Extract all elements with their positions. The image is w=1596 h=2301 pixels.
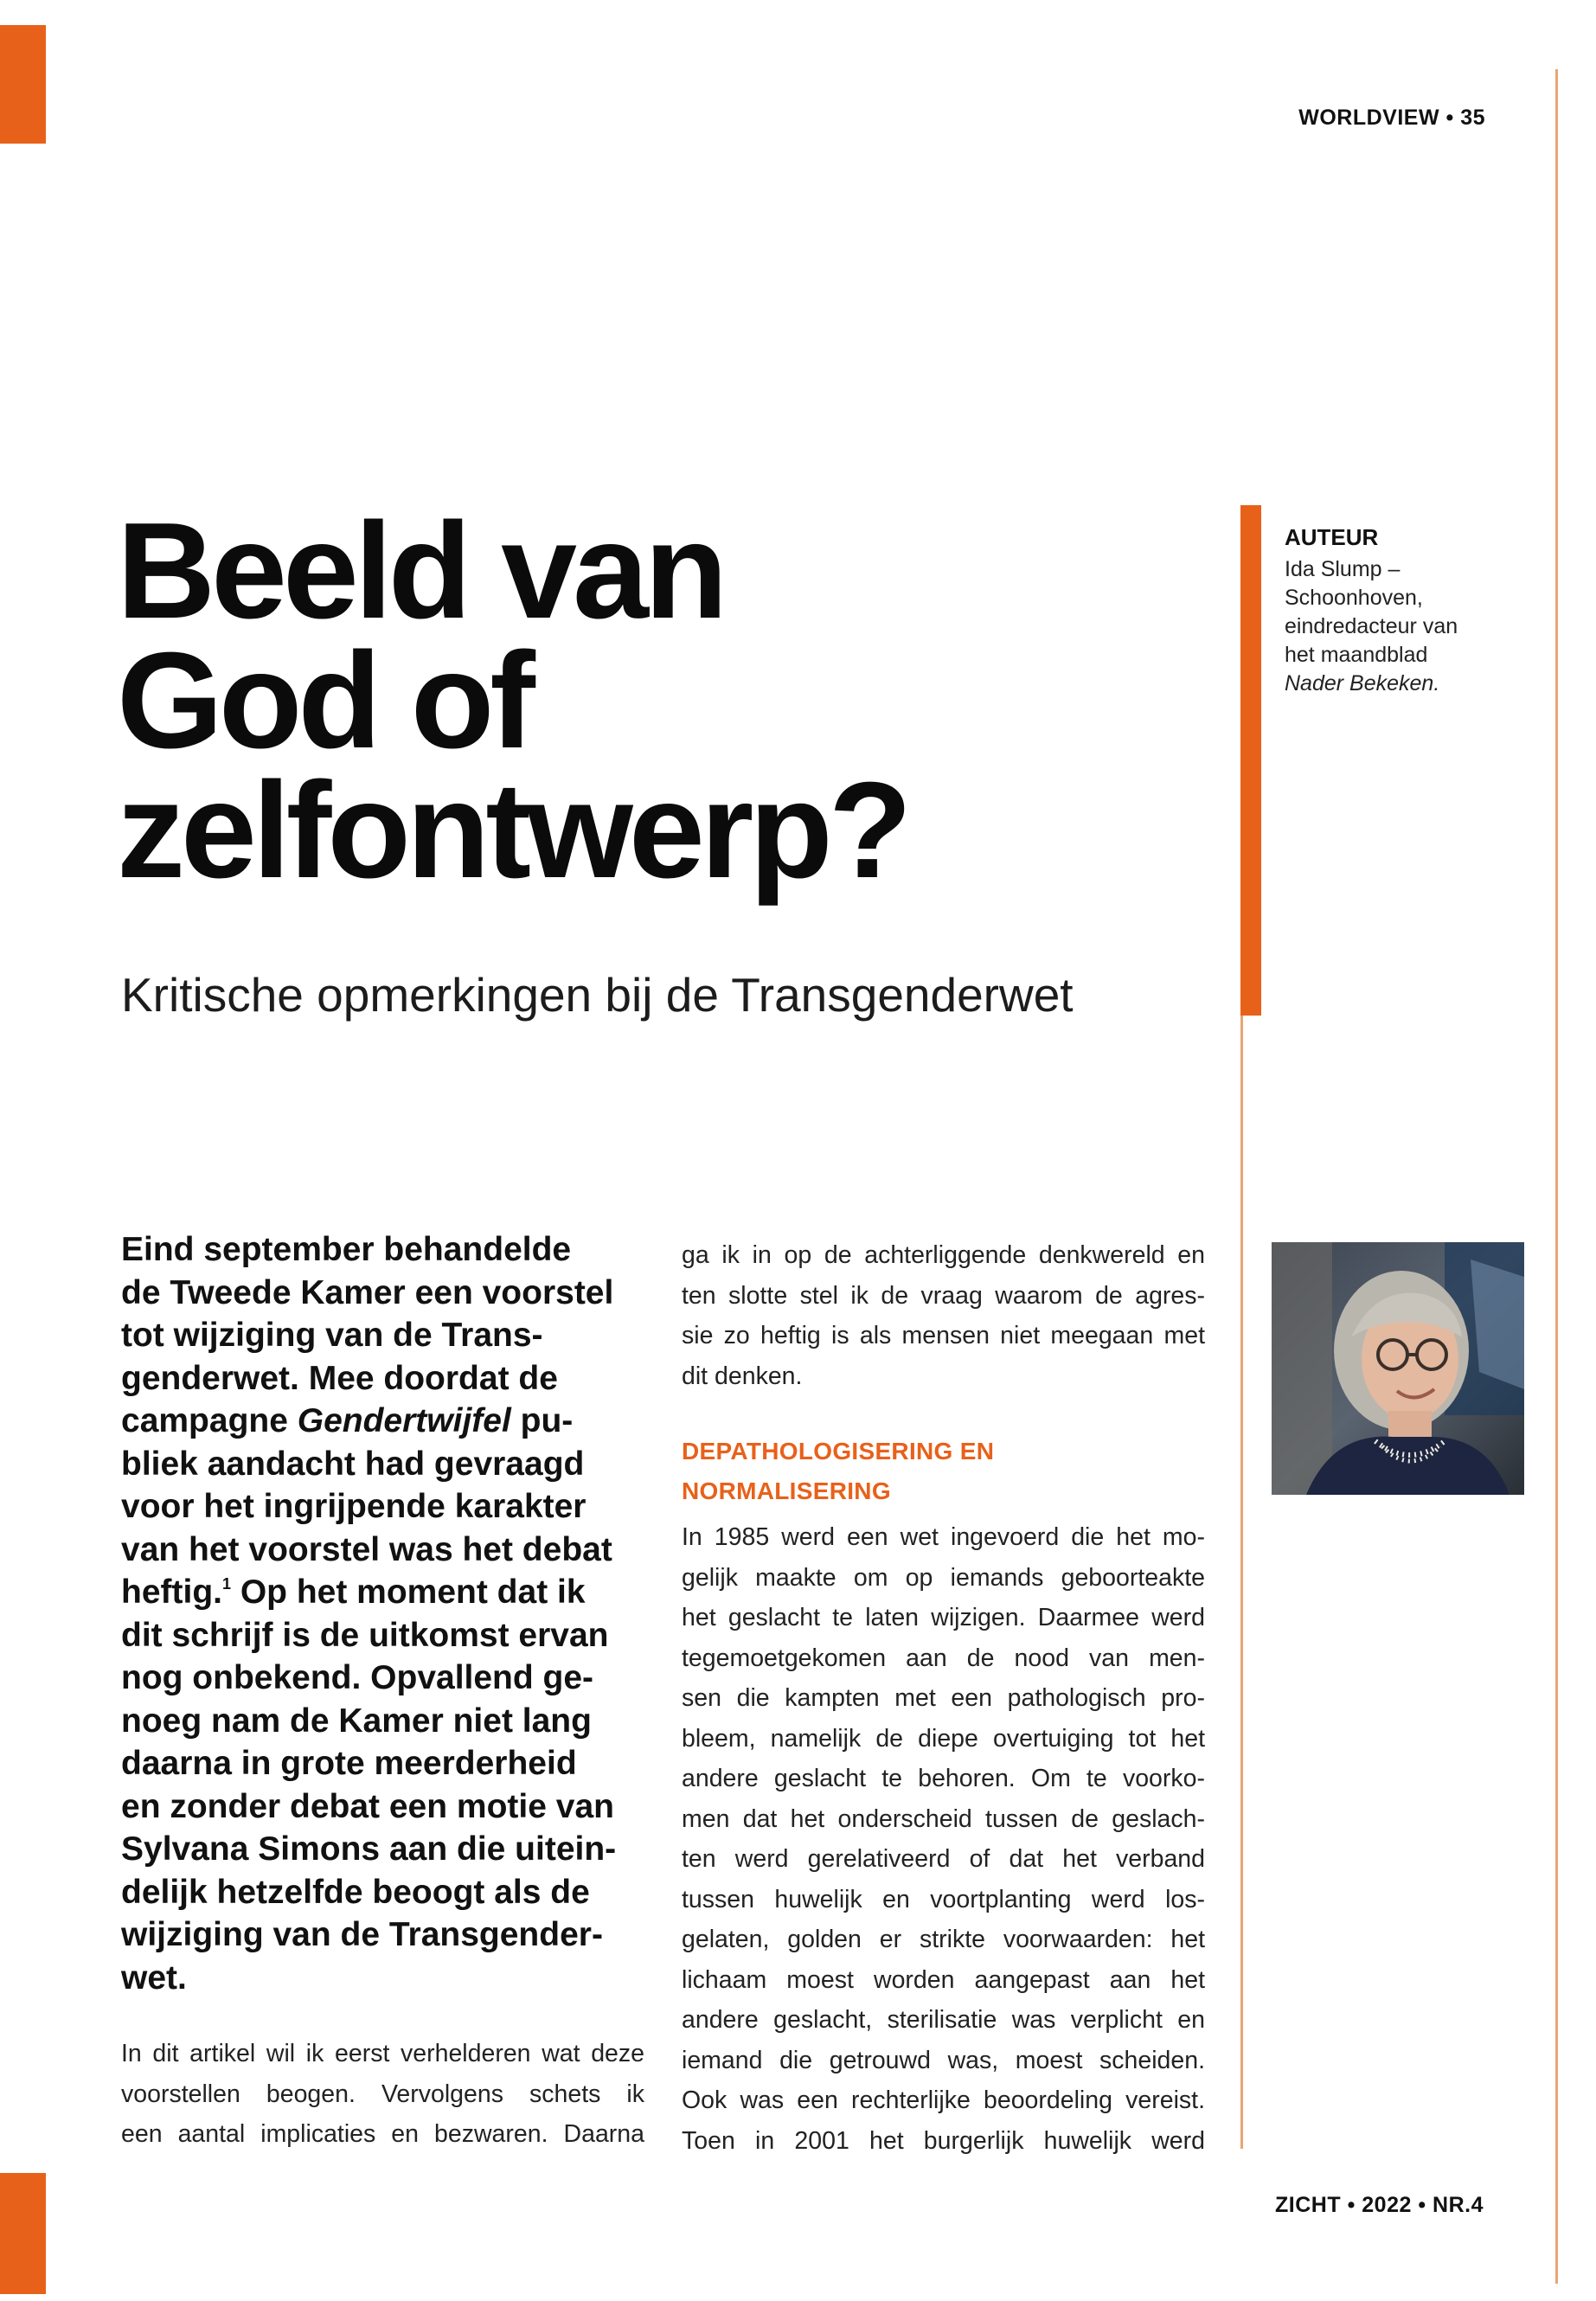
author-bio: [1285, 555, 1544, 698]
body-line: tegemoetgekomen aan de nood van men-: [682, 1644, 1205, 1672]
body-text-column-2: [682, 1517, 1205, 2161]
lead-line: wijziging van de Transgender-: [121, 1916, 603, 1953]
lead-line: van het voorstel was het debat: [121, 1530, 612, 1568]
page-folio: ZICHT • 2022 • NR.4: [1275, 2193, 1484, 2217]
body-line: gelaten, golden er strikte voorwaarden: het: [682, 1926, 1205, 1953]
body-line: een aantal implicaties en bezwaren. Daarna: [121, 2120, 644, 2148]
title-line: God of: [117, 625, 531, 777]
author-box: [1285, 523, 1544, 698]
footnote-reference: 1: [221, 1575, 231, 1593]
lead-text: pu-: [510, 1402, 574, 1439]
section-heading-line: DEPATHOLOGISERING EN: [682, 1438, 995, 1465]
body-line: ten werd gerelativeerd of dat het verband: [682, 1845, 1205, 1873]
author-label: AUTEUR: [1285, 524, 1379, 550]
body-line: bleem, namelijk de diepe overtuiging tot het: [682, 1724, 1205, 1753]
lead-line: Eind september behandelde: [121, 1231, 572, 1268]
title-line: Beeld van: [117, 495, 724, 647]
lead-line: Sylvana Simons aan die uitein-: [121, 1830, 617, 1868]
author-bio-line: Ida Slump –: [1285, 557, 1401, 581]
lead-line: en zonder debat een motie van: [121, 1787, 614, 1825]
campaign-name: Gendertwijfel: [297, 1402, 511, 1439]
author-bio-line: eindredacteur van: [1285, 614, 1458, 638]
body-line: voorstellen beogen. Vervolgens schets ik: [121, 2080, 644, 2108]
lead-paragraph: [121, 1228, 649, 1999]
orange-edge-marker-top: [0, 25, 46, 144]
section-heading-line: NORMALISERING: [682, 1477, 891, 1504]
orange-edge-marker-bottom: [0, 2173, 46, 2294]
running-head: WORLDVIEW • 35: [1298, 106, 1485, 130]
lead-line: voor het ingrijpende karakter: [121, 1488, 586, 1525]
body-line: lichaam moest worden aangepast aan het: [682, 1965, 1205, 1994]
body-line: Toen in 2001 het burgerlijk huwelijk werd: [682, 2126, 1205, 2155]
body-text-column-1: [121, 2034, 644, 2155]
lead-line: delijk hetzelfde beoogt als de: [121, 1873, 590, 1911]
body-text-column-2-top: [682, 1235, 1205, 1396]
article-subtitle: Kritische opmerkingen bij de Transgenderwet: [121, 968, 1074, 1022]
author-bio-line: Schoonhoven,: [1285, 586, 1423, 610]
body-line: ten slotte stel ik de vraag waarom de agres-: [682, 1281, 1205, 1310]
lead-text: heftig.: [121, 1574, 222, 1611]
body-line: het geslacht te laten wijzigen. Daarmee werd: [682, 1604, 1205, 1631]
body-line: dit denken.: [682, 1362, 803, 1390]
body-line: men dat het onderscheid tussen de geslach-: [682, 1804, 1205, 1833]
lead-text: campagne: [121, 1402, 298, 1439]
author-accent-bar: [1240, 505, 1261, 1016]
body-line: tussen huwelijk en voortplanting werd los-: [682, 1885, 1205, 1913]
body-line: sie zo heftig is als mensen niet meegaan met: [682, 1322, 1205, 1349]
body-line: ga ik in op de achterliggende denkwereld en: [682, 1241, 1205, 1269]
lead-line: bliek aandacht had gevraagd: [121, 1445, 585, 1483]
page-right-rule: [1555, 69, 1558, 2284]
article-title: [117, 495, 1181, 907]
lead-text: Op het moment dat ik: [231, 1574, 586, 1611]
body-line: In dit artikel wil ik eerst verhelderen wat deze: [121, 2040, 644, 2067]
body-line: sen die kampten met een pathologisch pro-: [682, 1684, 1205, 1712]
lead-line: wet.: [121, 1958, 187, 1997]
body-line: gelijk maakte om op iemands geboorteakte: [682, 1563, 1205, 1592]
lead-line: [121, 1400, 649, 1443]
author-bio-line: het maandblad: [1285, 643, 1428, 667]
lead-line: [121, 1571, 649, 1614]
section-heading: [682, 1432, 1166, 1511]
lead-line: dit schrijf is de uitkomst ervan: [121, 1616, 609, 1654]
lead-line: noeg nam de Kamer niet lang: [121, 1702, 592, 1740]
body-line: andere geslacht, sterilisatie was verplicht en: [682, 2006, 1205, 2034]
author-portrait-image: [1272, 1242, 1524, 1495]
lead-line: tot wijziging van de Trans-: [121, 1317, 543, 1354]
title-line: zelfontwerp?: [117, 754, 908, 907]
body-line: In 1985 werd een wet ingevoerd die het mo-: [682, 1523, 1205, 1551]
body-line: Ook was een rechterlijke beoordeling vereist.: [682, 2086, 1205, 2114]
lead-line: genderwet. Mee doordat de: [121, 1359, 558, 1397]
body-line: andere geslacht te behoren. Om te voorko-: [682, 1765, 1205, 1792]
body-line: iemand die getrouwd was, moest scheiden.: [682, 2046, 1205, 2074]
lead-line: daarna in grote meerderheid: [121, 1745, 577, 1782]
lead-line: nog onbekend. Opvallend ge-: [121, 1659, 594, 1696]
author-photo: [1272, 1242, 1524, 1495]
publication-name: Nader Bekeken.: [1285, 671, 1440, 695]
lead-line: de Tweede Kamer een voorstel: [121, 1273, 614, 1311]
